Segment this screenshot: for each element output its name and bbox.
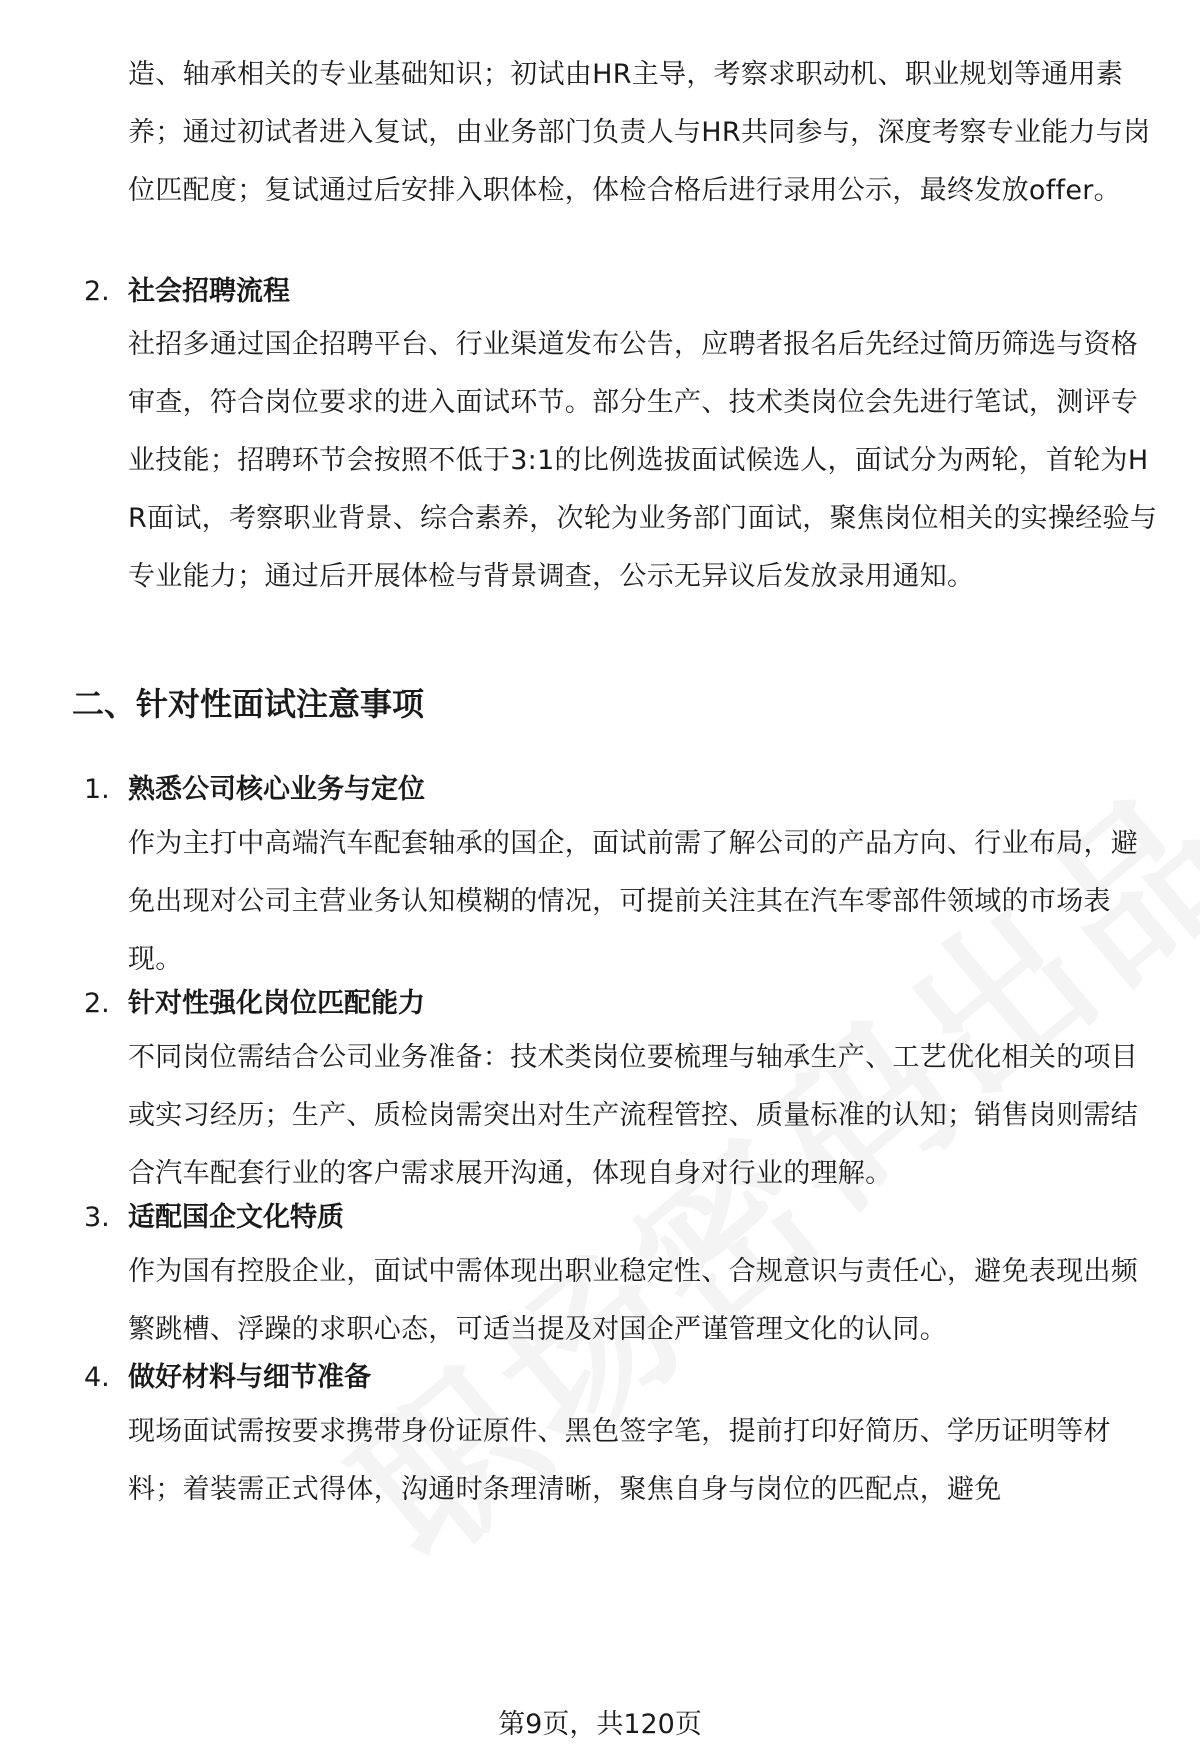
social-recruitment-body: 社招多通过国企招聘平台、行业渠道发布公告，应聘者报名后先经过简历筛选与资格审查，符合岗位要求的进入面试环节。部分生产、技术类岗位会先进行笔试，测评专业技能；招聘环节会按照不低于3:1的比例选拔面试候选人，面试分为两轮，首轮为HR面试，考察职业背景、综合素养，次轮为业务部门面试，聚焦岗位相关的实操经验与专业能力；通过后开展体检与背景调查，公示无异议后发放录用通知。 bbox=[128, 329, 1158, 592]
item-number: 2. bbox=[84, 276, 110, 307]
item-title: 社会招聘流程 bbox=[128, 276, 290, 307]
item-number: 1. bbox=[84, 774, 110, 805]
item-title: 针对性强化岗位匹配能力 bbox=[128, 988, 425, 1019]
item-title: 适配国企文化特质 bbox=[128, 1202, 344, 1233]
item-heading-4 bbox=[84, 1358, 371, 1398]
item-heading-1 bbox=[84, 770, 425, 810]
page-footer: 第9页，共120页 bbox=[498, 1709, 702, 1740]
item-title: 熟悉公司核心业务与定位 bbox=[128, 774, 425, 805]
item-body-3: 作为国有控股企业，面试中需体现出职业稳定性、合规意识与责任心，避免表现出频繁跳槽、浮躁的求职心态，可适当提及对国企严谨管理文化的认同。 bbox=[128, 1256, 1139, 1345]
item-title: 做好材料与细节准备 bbox=[128, 1362, 371, 1393]
item-body-1: 作为主打中高端汽车配套轴承的国企，面试前需了解公司的产品方向、行业布局，避免出现对公司主营业务认知模糊的情况，可提前关注其在汽车零部件领域的市场表现。 bbox=[128, 828, 1139, 975]
item-body-4: 现场面试需按要求携带身份证原件、黑色签字笔，提前打印好简历、学历证明等材料；着装需正式得体，沟通时条理清晰，聚焦自身与岗位的匹配点，避免 bbox=[128, 1416, 1111, 1505]
item-body-2: 不同岗位需结合公司业务准备：技术类岗位要梳理与轴承生产、工艺优化相关的项目或实习经历；生产、质检岗需突出对生产流程管控、质量标准的认知；销售岗则需结合汽车配套行业的客户需求展开沟通，体现自身对行业的理解。 bbox=[128, 1042, 1139, 1189]
section-title: 二、针对性面试注意事项 bbox=[72, 685, 425, 723]
item-heading-2 bbox=[84, 984, 425, 1024]
item-heading-3 bbox=[84, 1198, 344, 1238]
social-recruitment-heading bbox=[84, 272, 290, 312]
item-number: 4. bbox=[84, 1362, 110, 1393]
top-paragraph: 造、轴承相关的专业基础知识；初试由HR主导，考察求职动机、职业规划等通用素养；通过初试者进入复试，由业务部门负责人与HR共同参与，深度考察专业能力与岗位匹配度；复试通过后安排入职体检，体检合格后进行录用公示，最终发放offer。 bbox=[128, 59, 1151, 206]
item-number: 2. bbox=[84, 988, 110, 1019]
item-number: 3. bbox=[84, 1202, 110, 1233]
